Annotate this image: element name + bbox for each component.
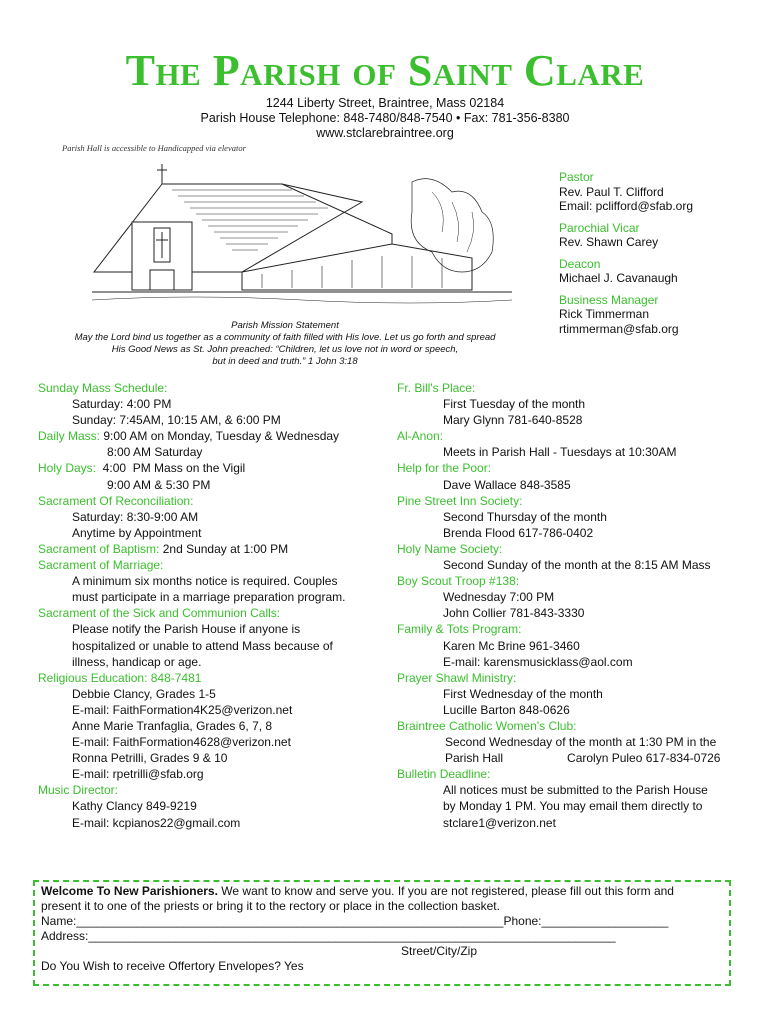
staff-name: Michael J. Cavanaugh bbox=[559, 271, 678, 285]
baptism-time: 2nd Sunday at 1:00 PM bbox=[159, 541, 289, 556]
music-director-text: E-mail: kcpianos22@gmail.com bbox=[72, 815, 241, 830]
boy-scout-heading: Boy Scout Troop #138: bbox=[397, 574, 520, 589]
holy-name-text: Second Sunday of the month at the 8:15 AM Mass bbox=[443, 558, 711, 573]
staff-role: Parochial Vicar bbox=[559, 220, 640, 235]
marriage-text: must participate in a marriage preparation program. bbox=[72, 590, 346, 605]
fr-bills-place-text: First Tuesday of the month bbox=[443, 397, 586, 412]
holy-days-time: 4:00 PM Mass on the Vigil bbox=[96, 461, 246, 476]
marriage-heading: Sacrament of Marriage: bbox=[38, 558, 164, 573]
religious-ed-text: Anne Marie Tranfaglia, Grades 6, 7, 8 bbox=[72, 718, 273, 733]
accessibility-note: Parish Hall is accessible to Handicapped via elevator bbox=[62, 143, 246, 153]
bulletin-deadline-text: by Monday 1 PM. You may email them directly to bbox=[443, 799, 703, 814]
sick-calls-text: illness, handicap or age. bbox=[72, 654, 202, 669]
daily-mass-time: 8:00 AM Saturday bbox=[107, 445, 203, 460]
holy-days-time: 9:00 AM & 5:30 PM bbox=[107, 477, 211, 492]
welcome-text: We want to know and serve you. If you are not registered, please fill out this form and bbox=[217, 884, 674, 898]
religious-ed-text: E-mail: FaithFormation4628@verizon.net bbox=[72, 735, 291, 750]
mission-line: His Good News as St. John preached: “Children, let us love not in word or speech, bbox=[111, 344, 459, 355]
baptism-heading: Sacrament of Baptism: bbox=[38, 541, 160, 556]
music-director-text: Kathy Clancy 849-9219 bbox=[72, 799, 197, 814]
staff-name: Rick Timmerman bbox=[559, 307, 650, 321]
bulletin-deadline-text: All notices must be submitted to the Parish House bbox=[443, 783, 708, 798]
womens-club-heading: Braintree Catholic Women's Club: bbox=[397, 718, 577, 733]
religious-ed-text: E-mail: FaithFormation4K25@verizon.net bbox=[72, 702, 293, 717]
left-column bbox=[38, 380, 368, 831]
staff-name: Rev. Shawn Carey bbox=[559, 235, 659, 249]
prayer-shawl-heading: Prayer Shawl Ministry: bbox=[397, 670, 517, 685]
family-tots-heading: Family & Tots Program: bbox=[397, 622, 522, 637]
daily-mass-line bbox=[38, 428, 368, 444]
name-phone-field[interactable]: Name:________________________________________________________________Phone:___________________ bbox=[41, 914, 669, 928]
church-illustration bbox=[92, 162, 512, 310]
boy-scout-text: Wednesday 7:00 PM bbox=[443, 590, 555, 605]
daily-mass-heading: Daily Mass: bbox=[38, 429, 101, 444]
baptism-line bbox=[38, 541, 368, 557]
help-poor-text: Dave Wallace 848-3585 bbox=[443, 477, 571, 492]
reconciliation-heading: Sacrament Of Reconciliation: bbox=[38, 493, 194, 508]
pine-street-text: Second Thursday of the month bbox=[443, 509, 607, 524]
parish-phone: Parish House Telephone: 848-7480/848-7540 • Fax: 781-356-8380 bbox=[200, 111, 570, 125]
religious-ed-text: Debbie Clancy, Grades 1-5 bbox=[72, 686, 216, 701]
prayer-shawl-text: First Wednesday of the month bbox=[443, 686, 603, 701]
daily-mass-time: 9:00 AM on Monday, Tuesday & Wednesday bbox=[100, 429, 340, 444]
welcome-text: present it to one of the priests or bring it to the rectory or place in the collection basket. bbox=[41, 899, 500, 913]
staff-role: Business Manager bbox=[559, 292, 659, 307]
staff-role: Pastor bbox=[559, 170, 594, 184]
mass-time: Sunday: 7:45AM, 10:15 AM, & 6:00 PM bbox=[72, 413, 281, 428]
right-column bbox=[397, 380, 737, 831]
parish-title: The Parish of Saint Clare bbox=[125, 46, 645, 95]
sick-calls-heading: Sacrament of the Sick and Communion Calls: bbox=[38, 606, 281, 621]
mission-line: May the Lord bind us together as a community of faith filled with His love. Let us go forth and spread bbox=[74, 332, 496, 343]
mission-statement bbox=[40, 320, 530, 368]
holy-days-line bbox=[38, 460, 368, 476]
fr-bills-place-heading: Fr. Bill's Place: bbox=[397, 381, 476, 395]
marriage-text: A minimum six months notice is required. Couples bbox=[72, 574, 338, 589]
al-anon-text: Meets in Parish Hall - Tuesdays at 10:30AM bbox=[443, 445, 677, 460]
holy-days-heading: Holy Days: bbox=[38, 461, 97, 476]
bulletin-deadline-heading: Bulletin Deadline: bbox=[397, 767, 491, 782]
envelopes-question[interactable]: Do You Wish to receive Offertory Envelopes? Yes bbox=[41, 959, 304, 973]
womens-club-line bbox=[397, 750, 737, 766]
family-tots-text: Karen Mc Brine 961-3460 bbox=[443, 638, 580, 653]
staff-email: rtimmerman@sfab.org bbox=[559, 321, 679, 336]
staff-name: Rev. Paul T. Clifford bbox=[559, 184, 664, 199]
family-tots-text: E-mail: karensmusicklass@aol.com bbox=[443, 654, 633, 669]
bulletin-deadline-text: stclare1@verizon.net bbox=[443, 815, 556, 830]
music-director-heading: Music Director: bbox=[38, 783, 119, 798]
welcome-heading: Welcome To New Parishioners. bbox=[41, 884, 218, 898]
address-field[interactable]: Address:_______________________________________________________________________________ bbox=[41, 929, 616, 943]
pine-street-text: Brenda Flood 617-786-0402 bbox=[443, 525, 594, 540]
religious-ed-text: Ronna Petrilli, Grades 9 & 10 bbox=[72, 751, 228, 766]
holy-name-heading: Holy Name Society: bbox=[397, 541, 503, 556]
mission-line: but in deed and truth.” 1 John 3:18 bbox=[212, 356, 358, 367]
new-parishioner-form bbox=[33, 880, 731, 986]
mass-schedule-heading: Sunday Mass Schedule: bbox=[38, 381, 168, 395]
sick-calls-text: hospitalized or unable to attend Mass because of bbox=[72, 638, 333, 653]
womens-club-text: Second Wednesday of the month at 1:30 PM in the bbox=[445, 735, 717, 750]
pine-street-heading: Pine Street Inn Society: bbox=[397, 493, 523, 508]
staff-list bbox=[559, 170, 693, 336]
reconciliation-time: Saturday: 8:30-9:00 AM bbox=[72, 509, 199, 524]
religious-ed-heading: Religious Education: 848-7481 bbox=[38, 670, 202, 685]
welcome-line bbox=[41, 884, 723, 899]
reconciliation-time: Anytime by Appointment bbox=[72, 525, 202, 540]
address-caption: Street/City/Zip bbox=[401, 944, 478, 958]
fr-bills-place-text: Mary Glynn 781-640-8528 bbox=[443, 413, 583, 428]
staff-role: Deacon bbox=[559, 256, 601, 271]
prayer-shawl-text: Lucille Barton 848-0626 bbox=[443, 702, 570, 717]
help-poor-heading: Help for the Poor: bbox=[397, 461, 492, 476]
boy-scout-text: John Collier 781-843-3330 bbox=[443, 606, 585, 621]
mass-time: Saturday: 4:00 PM bbox=[72, 397, 172, 412]
al-anon-heading: Al-Anon: bbox=[397, 429, 444, 444]
sick-calls-text: Please notify the Parish House if anyone is bbox=[72, 622, 301, 637]
religious-ed-text: E-mail: rpetrilli@sfab.org bbox=[72, 767, 204, 782]
staff-email: Email: pclifford@sfab.org bbox=[559, 199, 694, 213]
womens-club-text: Carolyn Puleo 617-834-0726 bbox=[567, 751, 721, 766]
parish-website: www.stclarebraintree.org bbox=[316, 126, 454, 140]
parish-address: 1244 Liberty Street, Braintree, Mass 02184 bbox=[265, 96, 505, 110]
mission-heading: Parish Mission Statement bbox=[231, 320, 339, 331]
womens-club-text: Parish Hall bbox=[445, 751, 504, 766]
